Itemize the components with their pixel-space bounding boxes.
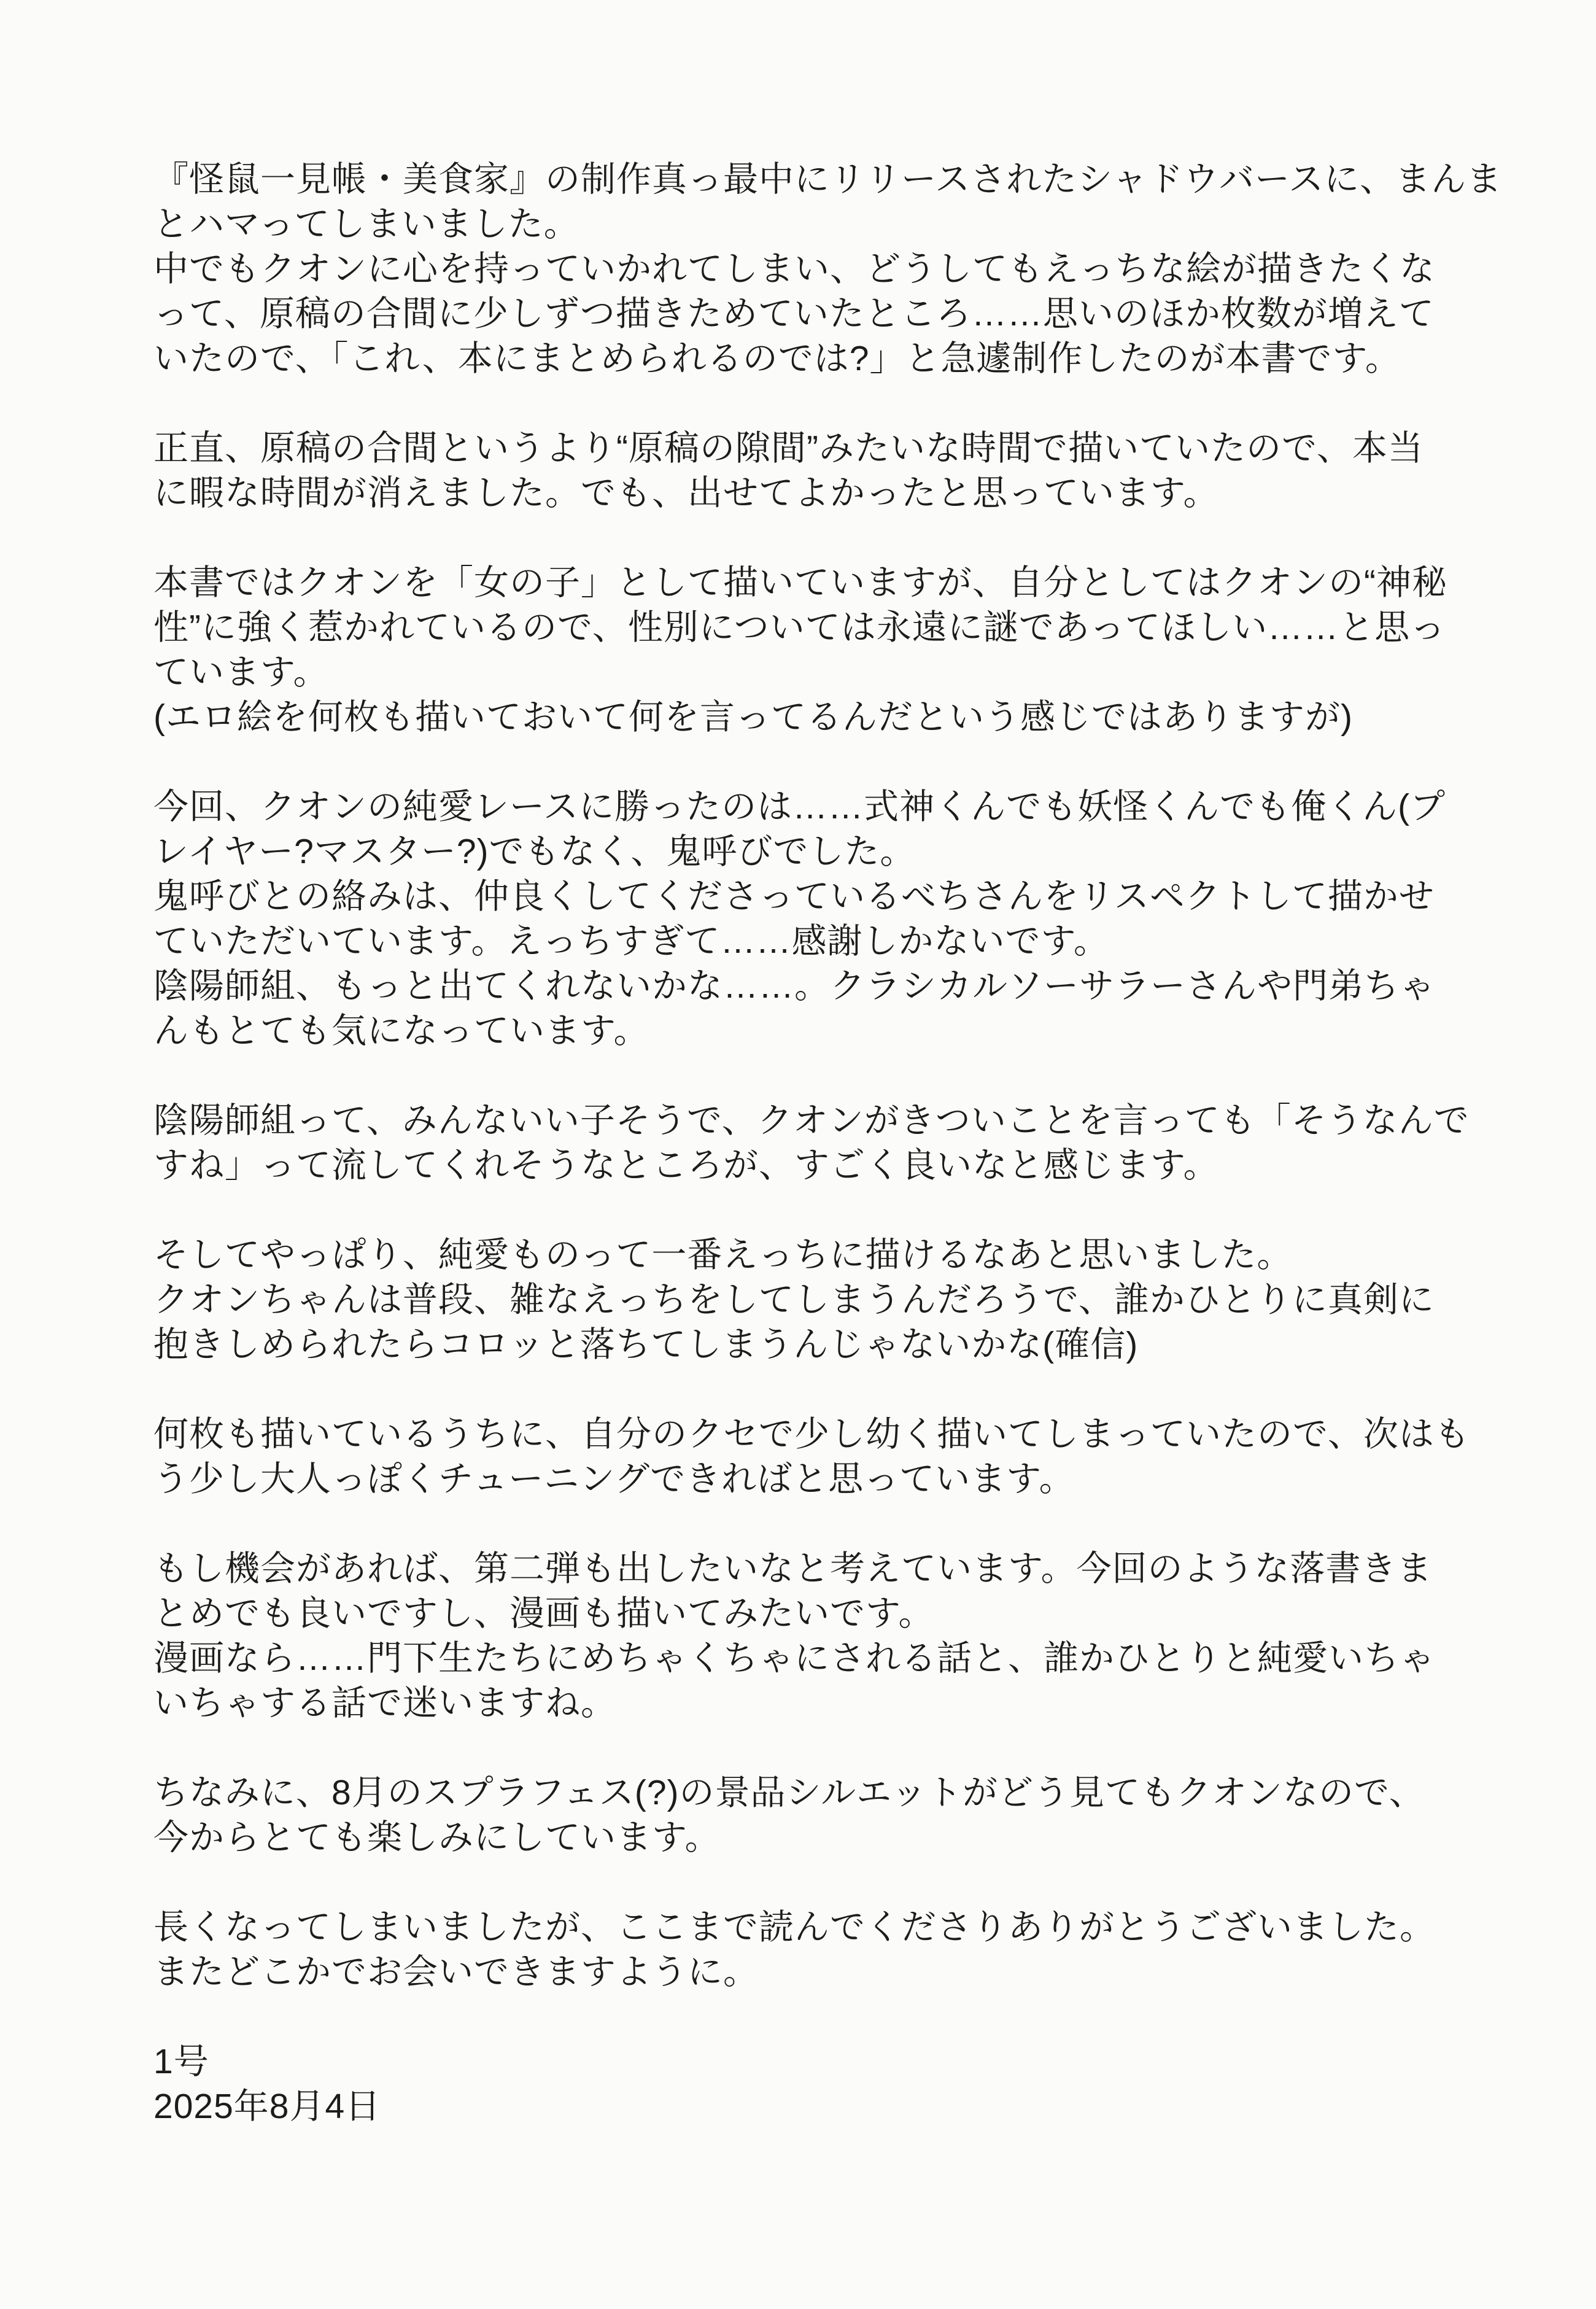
paragraph-list [153, 157, 1503, 1995]
text-line: 正直、原稿の合間というより“原稿の隙間”みたいな時間で描いていたので、本当 [153, 429, 1424, 468]
text-line: (エロ絵を何枚も描いておいて何を言ってるんだという感じではありますが) [153, 697, 1353, 737]
text-line: 今回、クオンの純愛レースに勝ったのは……式神くんでも妖怪くんでも俺くん(プ [153, 787, 1446, 826]
text-line: 漫画なら……門下生たちにめちゃくちゃにされる話と、誰かひとりと純愛いちゃ [153, 1639, 1435, 1678]
text-line: とハマってしまいました。 [153, 204, 579, 244]
paragraph [153, 561, 1498, 740]
text-line: クオンちゃんは普段、雑なえっちをしてしまうんだろうで、誰かひとりに真剣に [153, 1280, 1435, 1319]
text-line: 『怪鼠一見帳・美食家』の制作真っ最中にリリースされたシャドウバースに、まんま [153, 160, 1503, 199]
text-line: 本書ではクオンを「女の子」として描いていますが、自分としてはクオンの“神秘 [153, 563, 1447, 602]
text-line: 長くなってしまいましたが、ここまで読んでくださりありがとうございました。 [153, 1907, 1435, 1947]
paragraph [153, 1771, 1498, 1860]
afterword-text [153, 157, 1503, 2129]
text-line: って、原稿の合間に少しずつ描きためていたところ……思いのほか枚数が増えて [153, 294, 1435, 333]
paragraph [153, 1546, 1498, 1726]
paragraph [153, 785, 1498, 1054]
text-line: 何枚も描いているうちに、自分のクセで少し幼く描いてしまっていたので、次はも [153, 1415, 1470, 1454]
text-line: 抱きしめられたらコロッと落ちてしまうんじゃないかな(確信) [153, 1325, 1139, 1364]
paragraph [153, 426, 1498, 516]
text-line: いちゃする話で迷いますね。 [153, 1683, 616, 1723]
text-line: ちなみに、8月のスプラフェス(?)の景品シルエットがどう見てもクオンなので、 [153, 1773, 1425, 1812]
text-line: 陰陽師組って、みんないい子そうで、クオンがきついことを言っても「そうなんで [153, 1101, 1470, 1140]
paragraph [153, 1098, 1498, 1188]
signature-block [153, 2039, 1498, 2129]
text-line: う少し大人っぽくチューニングできればと思っています。 [153, 1459, 1075, 1499]
text-line: そしてやっぱり、純愛ものって一番えっちに描けるなあと思いました。 [153, 1235, 1293, 1275]
text-line: ていただいています。えっちすぎて……感謝しかないです。 [153, 922, 1109, 961]
text-line: またどこかでお会いできますように。 [153, 1952, 759, 1992]
signature-author: 1号 [153, 2042, 209, 2081]
text-line: すね」って流してくれそうなところが、すごく良いなと感じます。 [153, 1146, 1219, 1185]
paragraph [153, 157, 1503, 381]
text-line: 中でもクオンに心を持っていかれてしまい、どうしてもえっちな絵が描きたくな [153, 249, 1435, 289]
text-line: 今からとても楽しみにしています。 [153, 1818, 721, 1857]
text-line: ています。 [153, 653, 329, 692]
text-line: とめでも良いですし、漫画も描いてみたいです。 [153, 1594, 934, 1633]
paragraph [153, 1412, 1498, 1502]
signature-date: 2025年8月4日 [153, 2087, 381, 2126]
text-line: レイヤー?マスター?)でもなく、鬼呼びでした。 [153, 832, 916, 871]
text-line: もし機会があれば、第二弾も出したいなと考えています。今回のような落書きま [153, 1549, 1433, 1588]
paragraph [153, 1905, 1498, 1995]
text-line: いたので、「これ、本にまとめられるのでは?」と急遽制作したのが本書です。 [153, 339, 1401, 378]
paragraph [153, 1233, 1498, 1367]
text-line: 性”に強く惹かれているので、性別については永遠に謎であってほしい……と思っ [153, 608, 1446, 647]
text-line: んもとても気になっています。 [153, 1011, 649, 1050]
text-line: 陰陽師組、もっと出てくれないかな……。クラシカルソーサラーさんや門弟ちゃ [153, 966, 1435, 1006]
text-line: 鬼呼びとの絡みは、仲良くしてくださっているべちさんをリスペクトして描かせ [153, 877, 1435, 916]
text-line: に暇な時間が消えました。でも、出せてよかったと思っています。 [153, 473, 1219, 513]
